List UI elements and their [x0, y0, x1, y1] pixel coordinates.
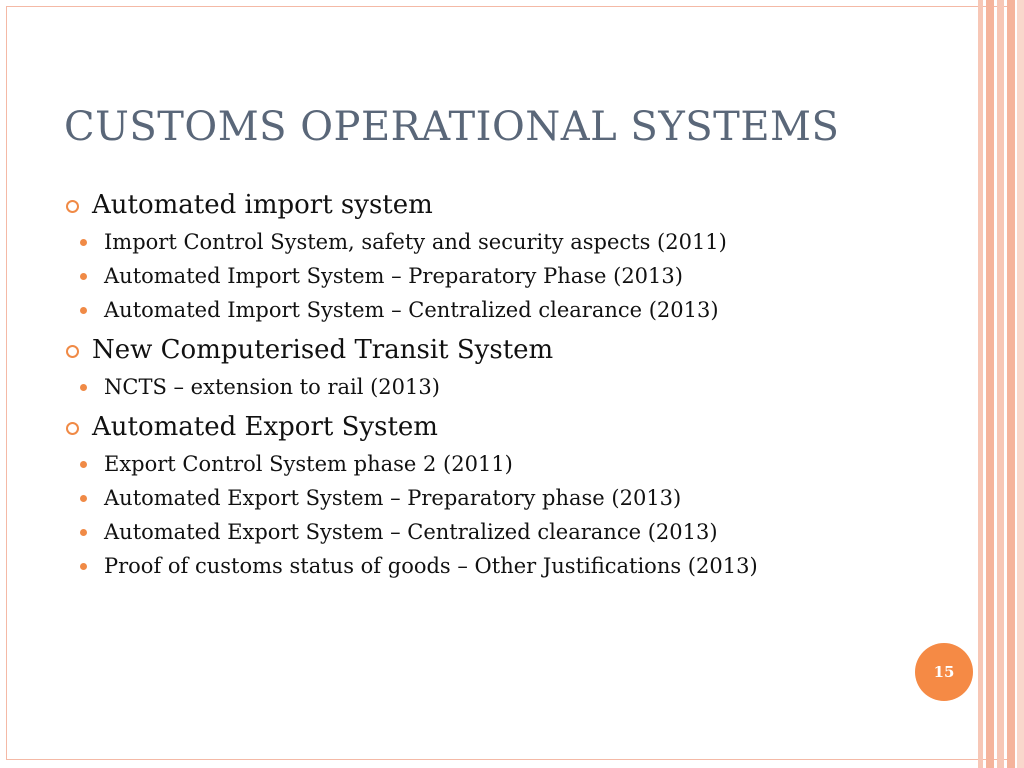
list-item — [64, 485, 884, 511]
list-item — [64, 374, 884, 400]
list-item-text: Proof of customs status of goods – Other Justifications (2013) — [104, 554, 758, 578]
section-heading-text: Automated import system — [92, 190, 433, 220]
list-item — [64, 451, 884, 477]
list-item — [64, 553, 884, 579]
hollow-circle-bullet-icon — [66, 345, 79, 358]
sub-list-container — [64, 374, 884, 400]
list-item-text: Automated Import System – Centralized clearance (2013) — [104, 298, 719, 322]
section-heading — [64, 186, 884, 224]
bullet-list — [64, 184, 884, 587]
filled-dot-bullet-icon — [80, 239, 87, 246]
sub-list — [64, 451, 884, 579]
list-item — [64, 263, 884, 289]
list-item-text: Export Control System phase 2 (2011) — [104, 452, 513, 476]
filled-dot-bullet-icon — [80, 461, 87, 468]
sub-list — [64, 229, 884, 323]
list-item-text: NCTS – extension to rail (2013) — [104, 375, 440, 399]
decorative-stripe — [978, 0, 983, 768]
slide-title: CUSTOMS OPERATIONAL SYSTEMS — [64, 104, 840, 150]
page-number-badge: 15 — [915, 643, 973, 701]
decorative-stripe — [1007, 0, 1015, 768]
sub-list-container — [64, 229, 884, 323]
list-item — [64, 297, 884, 323]
section-heading — [64, 331, 884, 369]
filled-dot-bullet-icon — [80, 495, 87, 502]
filled-dot-bullet-icon — [80, 529, 87, 536]
list-item-text: Automated Export System – Preparatory phase (2013) — [104, 486, 682, 510]
decorative-stripe — [1017, 0, 1024, 768]
list-item — [64, 519, 884, 545]
decorative-stripe — [986, 0, 994, 768]
hollow-circle-bullet-icon — [66, 200, 79, 213]
list-item-text: Automated Export System – Centralized clearance (2013) — [104, 520, 718, 544]
filled-dot-bullet-icon — [80, 307, 87, 314]
filled-dot-bullet-icon — [80, 563, 87, 570]
section-heading-text: New Computerised Transit System — [92, 335, 554, 365]
section-heading-text: Automated Export System — [92, 412, 438, 442]
filled-dot-bullet-icon — [80, 384, 87, 391]
sub-list-container — [64, 451, 884, 579]
list-item-text: Automated Import System – Preparatory Phase (2013) — [104, 264, 683, 288]
sub-list — [64, 374, 884, 400]
section-heading — [64, 408, 884, 446]
decorative-stripe — [997, 0, 1004, 768]
list-item-text: Import Control System, safety and security aspects (2011) — [104, 230, 727, 254]
hollow-circle-bullet-icon — [66, 422, 79, 435]
filled-dot-bullet-icon — [80, 273, 87, 280]
list-item — [64, 229, 884, 255]
